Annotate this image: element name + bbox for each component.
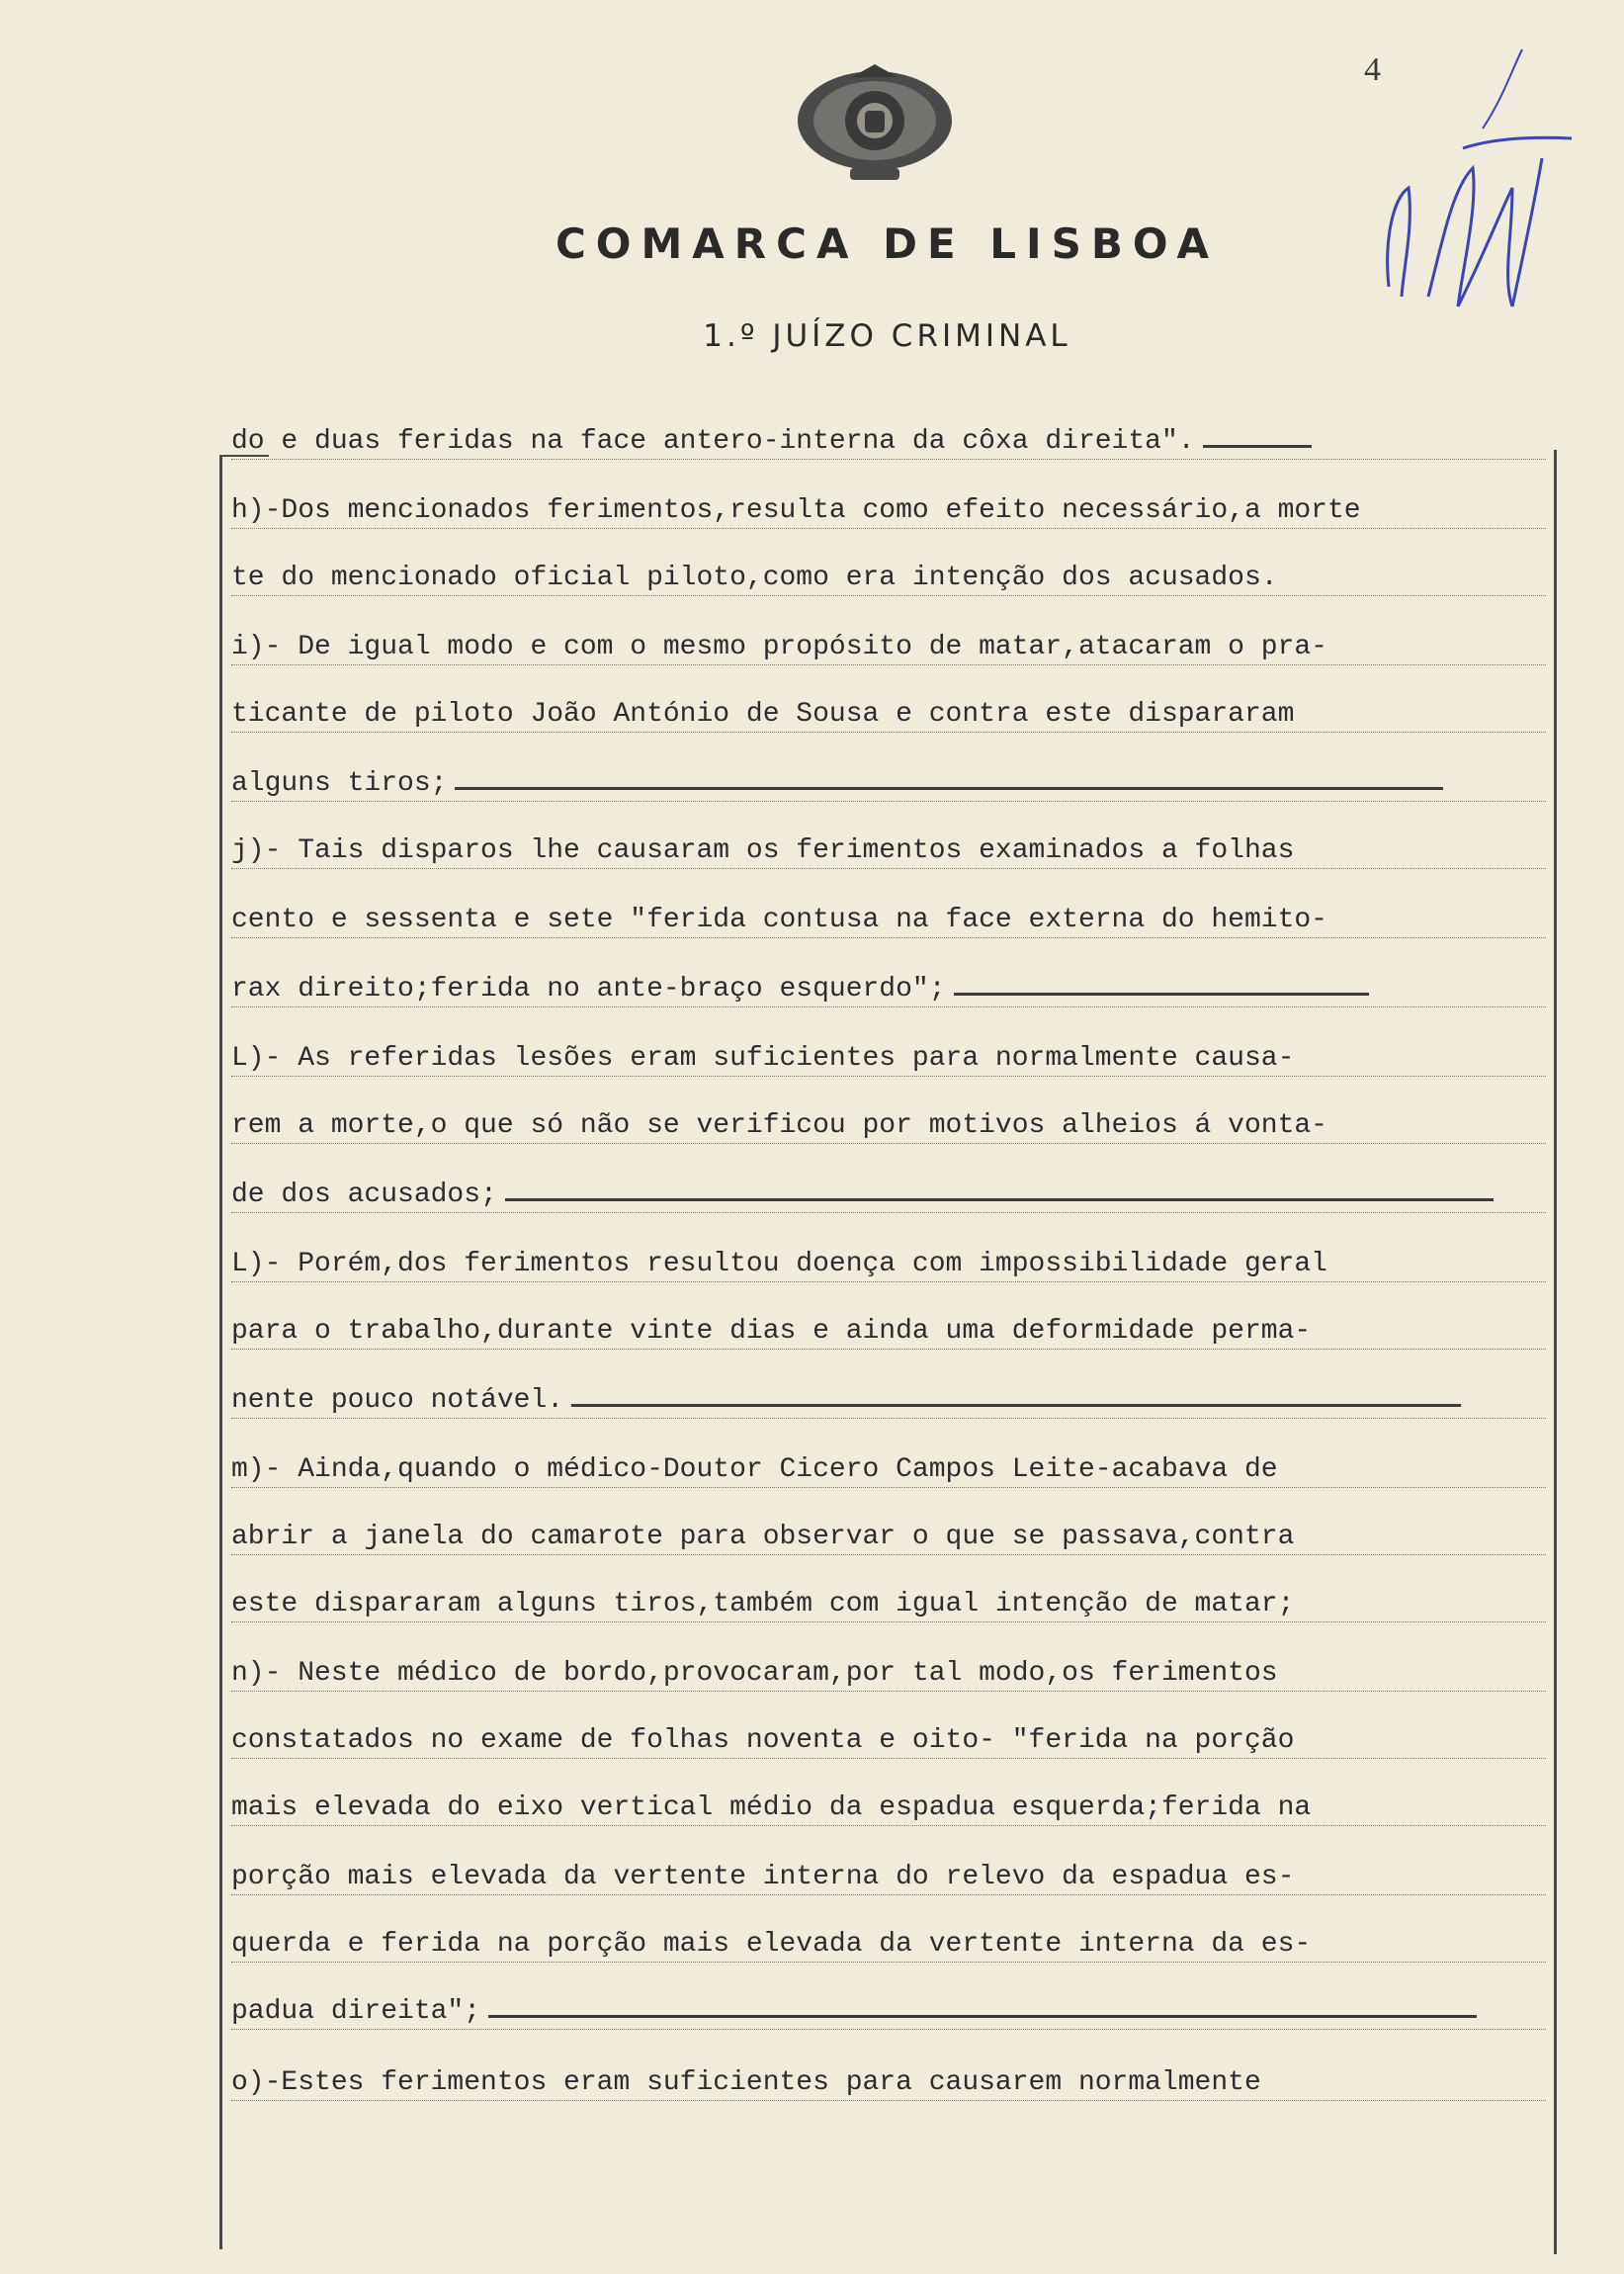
document-line: i)- De igual modo e com o mesmo propósito de matar,atacaram o pra- bbox=[231, 631, 1546, 665]
document-line: L)- Porém,dos ferimentos resultou doença com impossibilidade geral bbox=[231, 1248, 1546, 1282]
document-line: o)-Estes ferimentos eram suficientes para causarem normalmente bbox=[231, 2066, 1546, 2101]
document-line: rem a morte,o que só não se verificou por motivos alheios á vonta- bbox=[231, 1109, 1546, 1144]
court-subtitle: 1.º JUÍZO CRIMINAL bbox=[703, 318, 1071, 354]
document-line: do e duas feridas na face antero-interna da côxa direita". bbox=[231, 425, 1546, 460]
document-line: de dos acusados; bbox=[231, 1179, 1546, 1213]
document-line: m)- Ainda,quando o médico-Doutor Cicero Campos Leite-acabava de bbox=[231, 1453, 1546, 1488]
document-line: rax direito;ferida no ante-braço esquerdo"; bbox=[231, 973, 1546, 1007]
document-line: abrir a janela do camarote para observar o que se passava,contra bbox=[231, 1521, 1546, 1555]
right-margin-rule bbox=[1554, 450, 1557, 2254]
document-line: querda e ferida na porção mais elevada da vertente interna da es- bbox=[231, 1928, 1546, 1963]
left-margin-rule bbox=[219, 455, 222, 2249]
handwritten-signature bbox=[1364, 40, 1581, 326]
court-title: COMARCA DE LISBOA bbox=[555, 219, 1220, 268]
document-line: L)- As referidas lesões eram suficientes para normalmente causa- bbox=[231, 1042, 1546, 1077]
document-line: para o trabalho,durante vinte dias e ainda uma deformidade perma- bbox=[231, 1315, 1546, 1350]
document-line: padua direita"; bbox=[231, 1995, 1546, 2030]
document-line: n)- Neste médico de bordo,provocaram,por tal modo,os ferimentos bbox=[231, 1657, 1546, 1692]
document-line: h)-Dos mencionados ferimentos,resulta como efeito necessário,a morte bbox=[231, 494, 1546, 529]
document-line: ticante de piloto João António de Sousa e contra este dispararam bbox=[231, 698, 1546, 733]
document-line: este dispararam alguns tiros,também com igual intenção de matar; bbox=[231, 1588, 1546, 1622]
document-line: te do mencionado oficial piloto,como era intenção dos acusados. bbox=[231, 562, 1546, 596]
document-line: alguns tiros; bbox=[231, 767, 1546, 802]
document-line: j)- Tais disparos lhe causaram os ferimentos examinados a folhas bbox=[231, 834, 1546, 869]
document-line: mais elevada do eixo vertical médio da espadua esquerda;ferida na bbox=[231, 1792, 1546, 1826]
document-line: constatados no exame de folhas noventa e oito- "ferida na porção bbox=[231, 1724, 1546, 1759]
document-line: porção mais elevada da vertente interna do relevo da espadua es- bbox=[231, 1861, 1546, 1895]
document-line: cento e sessenta e sete "ferida contusa na face externa do hemito- bbox=[231, 904, 1546, 938]
page-number: 4 bbox=[1364, 51, 1381, 88]
document-line: nente pouco notável. bbox=[231, 1384, 1546, 1419]
coat-of-arms-emblem bbox=[791, 59, 959, 188]
